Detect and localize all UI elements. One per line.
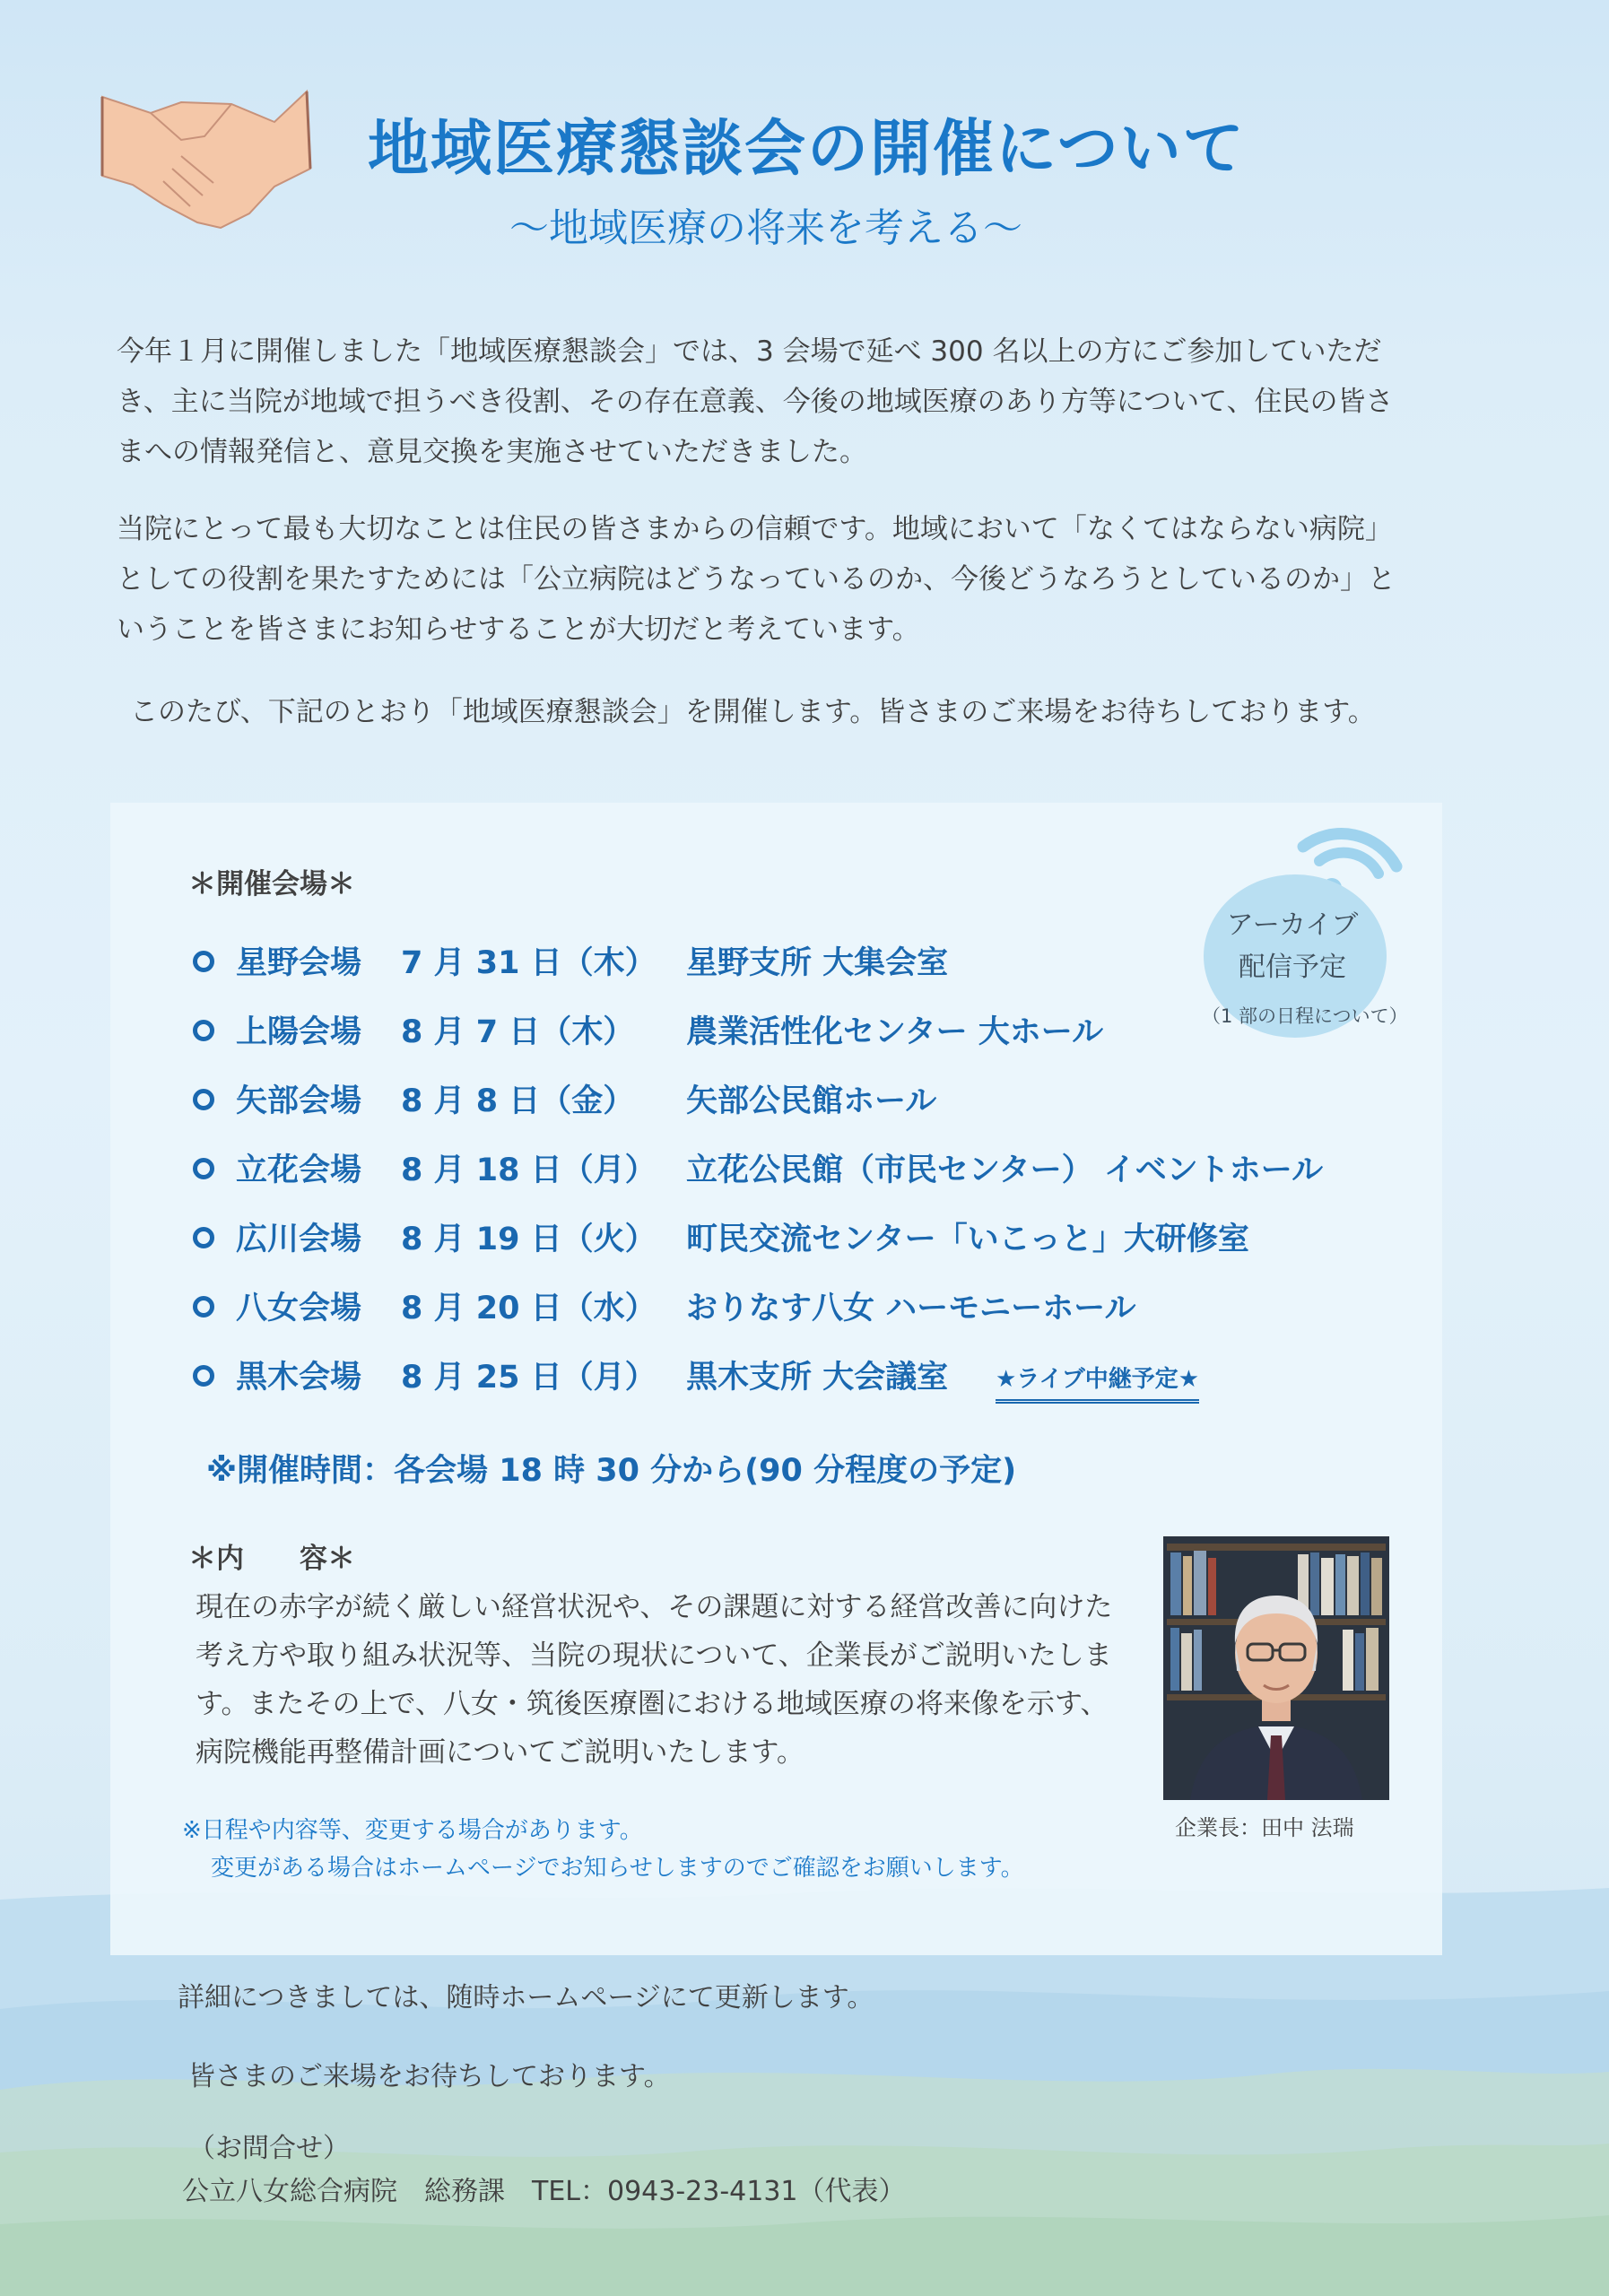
venue-date: 8 月 20 日（水） [401,1291,657,1326]
welcome-message: 皆さまのご来場をお待ちしております。 [188,2061,671,2092]
text-line: 病院機能再整備計画についてご説明いたします。 [196,1736,804,1769]
archive-note: （1 部の日程について） [1202,1005,1408,1027]
content-section-label: ＊内 容＊ [188,1543,355,1575]
circle-bullet-icon [193,1296,214,1318]
page-title: 地域医療懇談会の開催について [368,114,1246,185]
circle-bullet-icon [193,1158,214,1179]
venue-name: 星野会場 [236,945,362,981]
venue-name: 上陽会場 [236,1014,362,1050]
venue-place: 黒木支所 大会議室 [686,1360,949,1396]
venue-place: 星野支所 大集会室 [686,945,949,981]
venue-date: 8 月 18 日（月） [401,1152,657,1188]
contact-info: 公立八女総合病院 総務課 TEL：0943-23-4131（代表） [182,2176,906,2207]
venue-date: 8 月 7 日（木） [401,1014,635,1050]
venue-date: 7 月 31 日（木） [401,945,657,981]
intro-paragraph-3: このたび、下記のとおり「地域医療懇談会」を開催します。皆さまのご来場をお待ちしております。 [130,696,1376,728]
schedule-change-notice: ※日程や内容等、変更する場合があります。 [182,1817,643,1844]
homepage-notice: 変更がある場合はホームページでお知らせしますのでご確認をお願いします。 [211,1855,1024,1882]
venue-name: 広川会場 [236,1222,362,1257]
handshake-icon [99,86,314,234]
venue-name: 矢部会場 [236,1083,362,1119]
venues-section-label: ＊開催会場＊ [188,868,355,900]
venue-place: 矢部公民館ホール [686,1083,937,1119]
venue-date: 8 月 25 日（月） [401,1360,657,1396]
intro-paragraph-1 [117,326,1480,477]
portrait-image [1163,1536,1389,1800]
venue-place: おりなす八女 ハーモニーホール [686,1291,1136,1326]
text-line: としての役割を果たすためには「公立病院はどうなっているのか、今後どうなろうとしているのか」と [117,563,1396,596]
text-line: いうことを皆さまにお知らせすることが大切だと考えています。 [117,613,920,646]
text-line: き、主に当院が地域で担うべき役割、その存在意義、今後の地域医療のあり方等について、住民の皆さ [117,386,1394,418]
circle-bullet-icon [193,1020,214,1041]
circle-bullet-icon [193,951,214,972]
live-stream-badge: ★ライブ中継予定★ [996,1361,1199,1404]
venue-name: 黒木会場 [236,1360,362,1396]
venue-date: 8 月 19 日（火） [401,1222,657,1257]
contact-label: （お問合せ） [188,2133,350,2164]
text-line: す。またその上で、八女・筑後医療圏における地域医療の将来像を示す、 [196,1688,1109,1720]
archive-label [1207,904,1378,988]
circle-bullet-icon [193,1089,214,1110]
venue-date: 8 月 8 日（金） [401,1083,635,1119]
venue-name: 八女会場 [236,1291,362,1326]
archive-line-2: 配信予定 [1239,952,1346,983]
director-photo [1163,1536,1389,1800]
text-line: 現在の赤字が続く厳しい経営状況や、その課題に対する経営改善に向けた [196,1591,1113,1623]
update-info: 詳細につきましては、随時ホームページにて更新します。 [178,1982,874,2013]
text-line: 考え方や取り組み状況等、当院の現状について、企業長がご説明いたしま [196,1639,1112,1672]
text-line: 当院にとって最も大切なことは住民の皆さまからの信頼です。地域において「なくてはならない病院」 [117,513,1393,545]
archive-line-1: アーカイブ [1226,909,1359,941]
event-time: ※開催時間：各会場 18 時 30 分から(90 分程度の予定) [206,1453,1017,1489]
page-subtitle: ～地域医療の将来を考える～ [509,205,1022,251]
circle-bullet-icon [193,1227,214,1248]
circle-bullet-icon [193,1365,214,1387]
venue-place: 農業活性化センター 大ホール [686,1014,1104,1050]
content-description [196,1583,1128,1777]
venue-place: 町民交流センター「いこっと」大研修室 [686,1222,1249,1257]
venue-name: 立花会場 [236,1152,362,1188]
text-line: まへの情報発信と、意見交換を実施させていただきました。 [117,436,867,468]
intro-paragraph-2 [117,504,1480,655]
venue-place: 立花公民館（市民センター） イベントホール [686,1152,1324,1188]
photo-caption: 企業長：田中 法瑞 [1175,1815,1354,1840]
text-line: 今年１月に開催しました「地域医療懇談会」では、3 会場で延べ 300 名以上の方にご参加していただ [117,335,1382,368]
